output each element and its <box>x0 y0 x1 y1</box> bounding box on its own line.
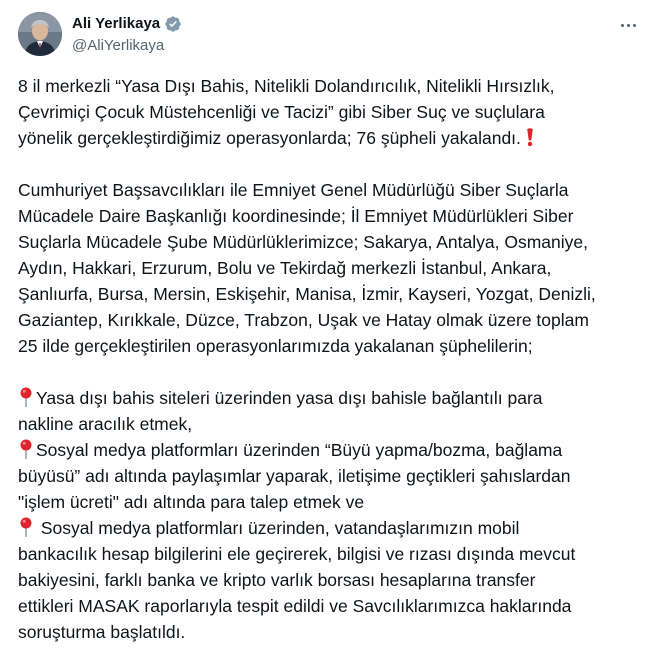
tweet-line: Suçlarla Mücadele Şube Müdürlüklerimizce; Sakarya, Antalya, Osmaniye, <box>18 232 588 252</box>
verified-badge-icon <box>164 15 182 33</box>
tweet-line: Mücadele Daire Başkanlığı koordinesinde; İl Emniyet Müdürlükleri Siber <box>18 206 574 226</box>
tweet-line: 25 ilde gerçekleştirilen operasyonlarımızda yakalanan şüphelilerin; <box>18 336 533 356</box>
author-display-name[interactable]: Ali Yerlikaya <box>72 15 161 32</box>
tweet-line: soruşturma başlatıldı. <box>18 622 186 642</box>
tweet-line <box>18 385 642 411</box>
tweet-line: ettikleri MASAK raporlarıyla tespit edildi ve Savcılıklarımızca haklarında <box>18 596 572 616</box>
more-options-button[interactable] <box>617 14 639 36</box>
tweet-line: Şanlıurfa, Bursa, Mersin, Eskişehir, Manisa, İzmir, Kayseri, Yozgat, Denizli, <box>18 284 596 304</box>
pushpin-icon <box>18 439 34 459</box>
tweet-line <box>18 515 642 541</box>
tweet-line <box>18 437 642 463</box>
tweet-line-text: yönelik gerçekleştirdiğimiz operasyonlarda; 76 şüpheli yakalandı. <box>18 128 521 148</box>
tweet-text <box>18 73 642 645</box>
red-exclamation-icon <box>525 127 535 147</box>
pushpin-icon <box>18 387 34 407</box>
avatar[interactable] <box>18 12 62 56</box>
tweet-line: Çevrimiçi Çocuk Müstehcenliği ve Tacizi” gibi Siber Suç ve suçlulara <box>18 102 545 122</box>
bullet-text: Yasa dışı bahis siteleri üzerinden yasa dışı bahisle bağlantılı para <box>36 388 543 408</box>
tweet-line: nakline aracılık etmek, <box>18 414 193 434</box>
pushpin-icon <box>18 517 34 537</box>
more-horizontal-icon <box>621 24 624 27</box>
tweet-line <box>18 125 642 151</box>
author-handle[interactable]: @AliYerlikaya <box>72 37 165 54</box>
tweet-line: "işlem ücreti" adı altında para talep etmek ve <box>18 492 365 512</box>
tweet-line: 8 il merkezli “Yasa Dışı Bahis, Nitelikli Dolandırıcılık, Nitelikli Hırsızlık, <box>18 76 555 96</box>
tweet-line: bankacılık hesap bilgilerini ele geçirerek, bilgisi ve rızası dışında mevcut <box>18 544 576 564</box>
tweet-line: bakiyesini, farklı banka ve kripto varlık borsası hesaplarına transfer <box>18 570 536 590</box>
bullet-text: Sosyal medya platformları üzerinden “Büyü yapma/bozma, bağlama <box>36 440 563 460</box>
tweet-line: Aydın, Hakkari, Erzurum, Bolu ve Tekirdağ merkezli İstanbul, Ankara, <box>18 258 552 278</box>
tweet-line: Cumhuriyet Başsavcılıkları ile Emniyet Genel Müdürlüğü Siber Suçlarla <box>18 180 569 200</box>
author-name-row[interactable] <box>72 14 182 34</box>
tweet-header <box>0 0 652 72</box>
bullet-text: Sosyal medya platformları üzerinden, vatandaşlarımızın mobil <box>36 518 520 538</box>
tweet-line: Gaziantep, Kırıkkale, Düzce, Trabzon, Uşak ve Hatay olmak üzere toplam <box>18 310 589 330</box>
tweet-line: büyüsü” adı altında paylaşımlar yaparak, iletişime geçtikleri şahıslardan <box>18 466 571 486</box>
